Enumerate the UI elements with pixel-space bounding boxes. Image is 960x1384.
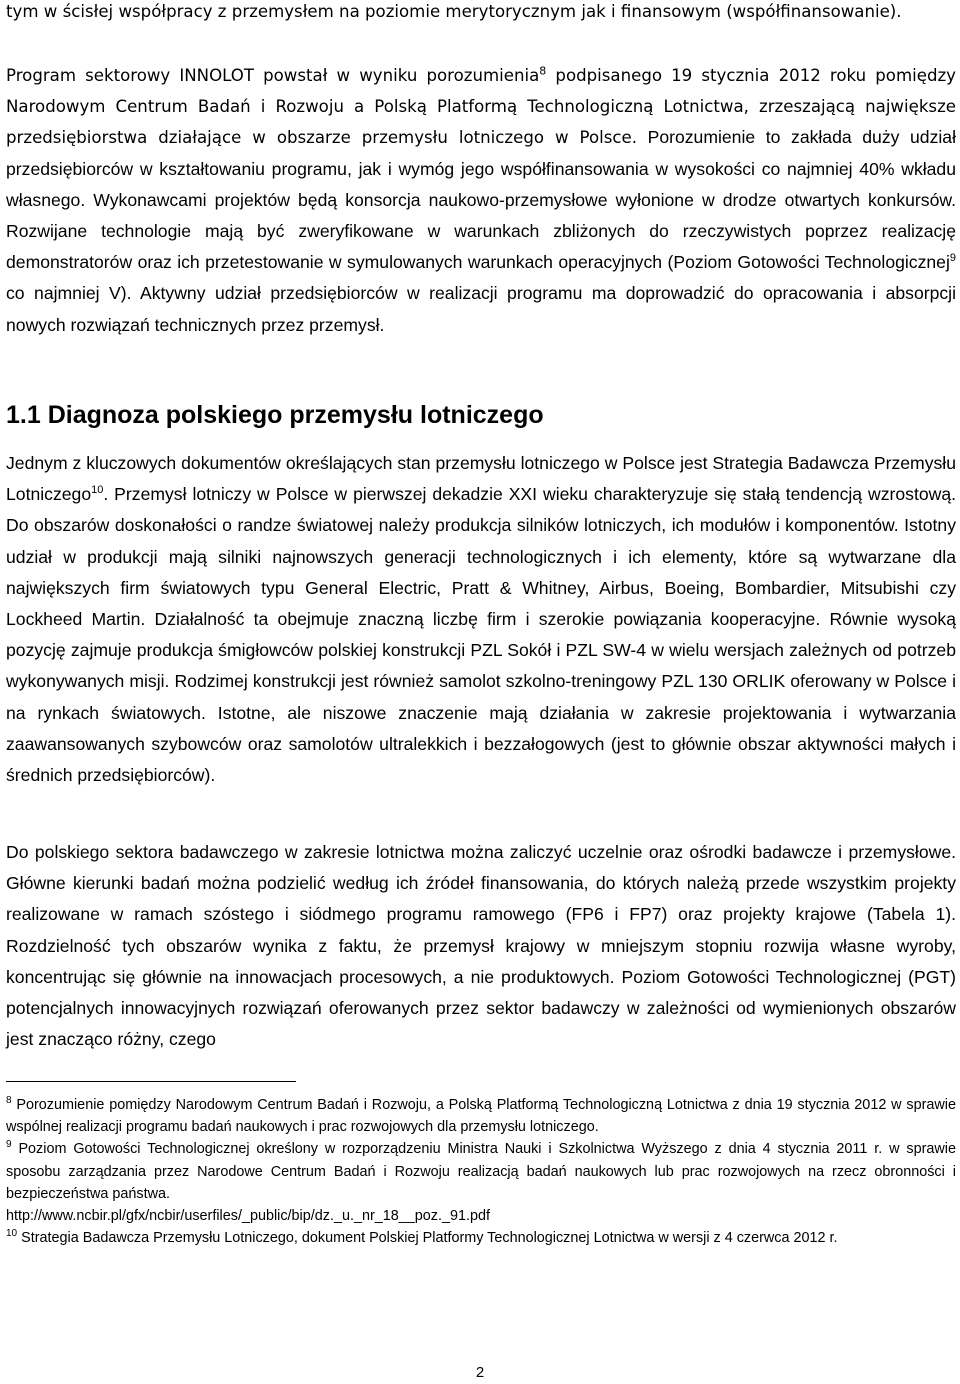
footnote-ref-8[interactable]: 8 [539,64,547,78]
footnote-link[interactable]: http://www.ncbir.pl/gfx/ncbir/userfiles/_public/bip/dz._u._nr_18__poz._91.pdf [6,1208,490,1225]
footnote-separator [6,1081,296,1082]
footnote-number: 10 [6,1228,18,1240]
footnote-number: 9 [6,1139,12,1151]
text-span: co najmniej V). Aktywny udział przedsiębiorców w realizacji programu ma doprowadzić do opracowania i absorpcji nowych rozwiązań technicznych przez przemysł. [6,283,956,335]
footnotes [6,1094,956,1249]
text-span: Porozumienie to zakłada duży udział przedsiębiorców w kształtowaniu programu, jak i wymóg jego współfinansowania w wysokości co najmniej 40% wkładu własnego. Wykonawcami projektów będą konsorcja naukowo-przemysłowe wyłonione w drodze otwartych konkursów. Rozwijane technologie mają być zweryfikowane w warunkach zbliżonych do rzeczywistych poprzez realizację demonstratorów oraz ich przetestowanie w symulowanych warunkach operacyjnych (Poziom Gotowości Technologicznej [6,127,956,273]
text-span: Program sektorowy INNOLOT powstał w wyniku porozumienia [6,66,540,85]
footnote-ref-10[interactable]: 10 [91,484,104,497]
footnote-text: Strategia Badawcza Przemysłu Lotniczego, dokument Polskiej Platformy Technologicznej Lotnictwa w wersji z 4 czerwca 2012 r. [17,1230,838,1247]
footnote-ref-9[interactable]: 9 [949,252,956,265]
text-span: . Przemysł lotniczy w Polsce w pierwszej dekadzie XXI wieku charakteryzuje się stałą tendencją wzrostową. Do obszarów doskonałości o randze światowej należy produkcja silników lotniczych, ich modułów i komponentów. Istotny udział w produkcji mają silniki najnowszych generacji technologicznych i ich elementy, które są wytwarzane dla największych firm światowych typu General Electric, Pratt & Whitney, Airbus, Boeing, Bombardier, Mitsubishi czy Lockheed Martin. Działalność ta obejmuje znaczną liczbę firm i szerokie powiązania kooperacyjne. Równie wysoką pozycję zajmuje produkcja śmigłowców polskiej konstrukcji PZL Sokół i PZL SW-4 w wielu wersjach zależnych od potrzeb wykonywanych misji. Rodzimej konstrukcji jest również samolot szkolno-treningowy PZL 130 ORLIK oferowany w Polsce i na rynkach światowych. Istotne, ale niszowe znaczenie mają działania w zakresie projektowania i wytwarzania zaawansowanych szybowców oraz samolotów ultralekkich i bezzałogowych (jest to głównie obszar aktywności małych i średnich przedsiębiorców). [6,484,956,786]
footnote-10 [6,1227,956,1249]
footnote-text: Poziom Gotowości Technologicznej określony w rozporządzeniu Ministra Nauki i Szkolnictwa Wyższego z dnia 4 stycznia 2011 r. w sprawie sposobu zarządzania przez Narodowe Centrum Badań i Rozwoju realizacją badań naukowych lub prac rozwojowych na rzecz obronności i bezpieczeństwa państwa. [6,1141,956,1202]
text-span: Jednym z kluczowych dokumentów określających stan przemysłu lotniczego w Polsce jest Strategia Badawcza Przemysłu Lotniczego [6,453,956,505]
paragraph-research-sector: Do polskiego sektora badawczego w zakresie lotnictwa można zaliczyć uczelnie oraz ośrodki badawcze i przemysłowe. Główne kierunki badań można podzielić według ich źródeł finansowania, do których należą przede wszystkim projekty realizowane w ramach szóstego i siódmego programu ramowego (FP6 i FP7) oraz projekty krajowe (Tabela 1). Rozdzielność tych obszarów wynika z faktu, że przemysł krajowy w mniejszym stopniu rozwija własne wyroby, koncentrując się głównie na innowacjach procesowych, a nie produktowych. Poziom Gotowości Technologicznej (PGT) potencjalnych innowacyjnych rozwiązań oferowanych przez sektor badawczy w zależności od wymienionych obszarów jest znacząco różny, czego [6,842,956,1050]
paragraph-innolot [6,60,956,341]
paragraph-continuation: tym w ścisłej współpracy z przemysłem na poziomie merytorycznym jak i finansowym (współfinansowanie). [6,2,902,21]
footnote-9 [6,1138,956,1227]
text-span: podpisanego 19 stycznia 2012 roku pomiędzy Narodowym Centrum Badań i Rozwoju a Polską Platformą Technologiczną Lotnictwa, zrzeszającą największe przedsiębiorstwa działające w obszarze przemysłu lotniczego w Polsce. [6,66,957,148]
innolot-text [6,127,956,334]
footnote-number: 8 [6,1095,12,1107]
page-number: 2 [475,1364,485,1381]
section-heading: 1.1 Diagnoza polskiego przemysłu lotniczego [6,401,544,429]
footnote-text: Porozumienie pomiędzy Narodowym Centrum Badań i Rozwoju, a Polską Platformą Technologiczną Lotnictwa z dnia 19 stycznia 2012 w sprawie wspólnej realizacji programu badań naukowych i prac rozwojowych dla przemysłu lotniczego. [6,1097,956,1136]
footnote-8 [6,1094,956,1138]
paragraph-diagnosis [6,448,956,791]
